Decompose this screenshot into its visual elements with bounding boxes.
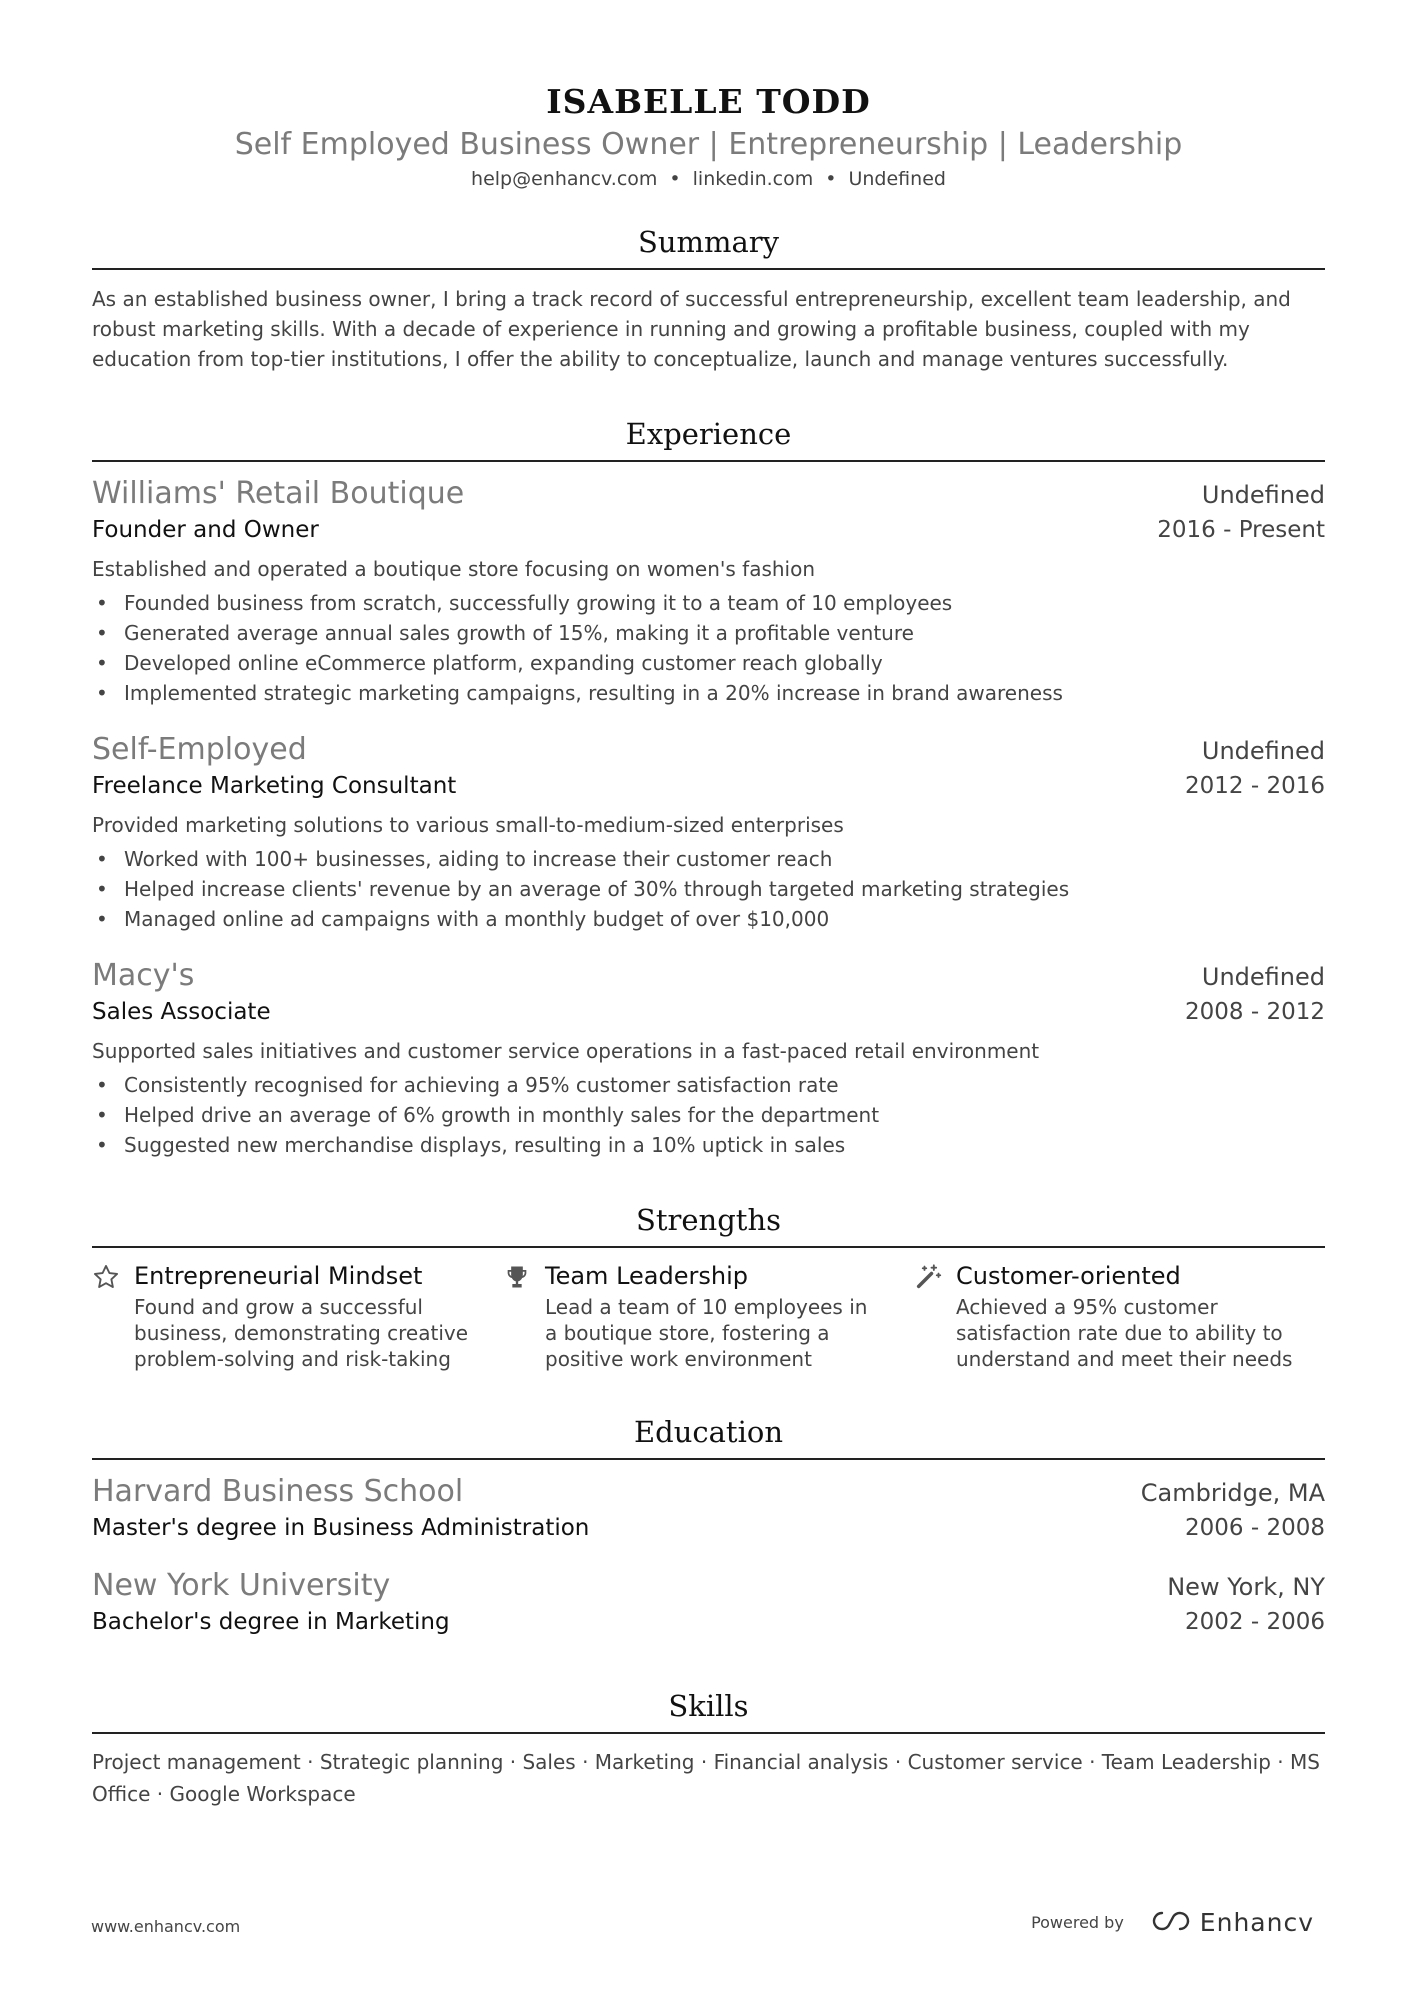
list-item: • Generated average annual sales growth of 15%, making it a profitable venture (92, 618, 1325, 648)
skill-item: Project management (92, 1750, 301, 1774)
skills-list: Project management · Strategic planning · Sales · Marketing · Financial analysis · Customer service · Team Leadership · MS Office · Google Workspace (92, 1750, 1320, 1806)
skill-item: Financial analysis (713, 1750, 889, 1774)
job-title: Sales Associate (92, 999, 271, 1025)
education-section (92, 1412, 1325, 1638)
candidate-headline: Self Employed Business Owner | Entrepreneurship | Leadership (234, 127, 1183, 162)
powered-by-label: Powered by (1031, 1913, 1124, 1932)
experience-entry (92, 730, 1325, 934)
separator-dot: • (669, 168, 681, 190)
list-item: • Developed online eCommerce platform, expanding customer reach globally (92, 648, 1325, 678)
contact-location: Undefined (848, 168, 946, 190)
job-dates: 2016 - Present (1157, 517, 1325, 543)
skills-section (92, 1686, 1325, 1810)
strength-description: Found and grow a successful business, demonstrating creative problem-solving and risk-taking (134, 1295, 469, 1371)
separator-dot: • (825, 168, 837, 190)
job-location: Undefined (1201, 963, 1325, 991)
strength-description: Achieved a 95% customer satisfaction rate due to ability to understand and meet their needs (956, 1295, 1293, 1371)
experience-entry (92, 474, 1325, 708)
contact-line (92, 166, 1325, 192)
school-name: Harvard Business School (92, 1474, 464, 1509)
job-dates: 2012 - 2016 (1185, 773, 1325, 799)
job-description: Established and operated a boutique store focusing on women's fashion (92, 557, 816, 581)
skill-item: Strategic planning (319, 1750, 504, 1774)
list-item: • Implemented strategic marketing campaigns, resulting in a 20% increase in brand awareness (92, 678, 1325, 708)
job-bullets (92, 588, 1325, 708)
education-entry (92, 1472, 1325, 1544)
contact-linkedin[interactable]: linkedin.com (692, 168, 814, 190)
job-bullets (92, 844, 1325, 934)
skill-item: Sales (522, 1750, 576, 1774)
brand-name[interactable]: Enhancv (1199, 1908, 1314, 1937)
contact-email[interactable]: help@enhancv.com (471, 168, 658, 190)
job-description: Provided marketing solutions to various small-to-medium-sized enterprises (92, 813, 844, 837)
job-bullets (92, 1070, 1325, 1160)
job-location: Undefined (1201, 481, 1325, 509)
experience-heading: Experience (92, 414, 1325, 462)
skill-item: Marketing (594, 1750, 695, 1774)
education-dates: 2006 - 2008 (1185, 1515, 1325, 1541)
experience-section (92, 414, 1325, 1160)
skills-heading: Skills (92, 1686, 1325, 1734)
magic-wand-icon (914, 1260, 956, 1372)
skill-item: Customer service (907, 1750, 1083, 1774)
job-location: Undefined (1201, 737, 1325, 765)
job-title: Freelance Marketing Consultant (92, 773, 457, 799)
candidate-name: ISABELLE TODD (546, 82, 871, 121)
footer-branding (1031, 1908, 1314, 1937)
enhancv-logo-icon (1150, 1909, 1192, 1937)
strength-item (503, 1260, 914, 1372)
list-item: • Helped drive an average of 6% growth in monthly sales for the department (92, 1100, 1325, 1130)
strength-item (914, 1260, 1325, 1372)
strength-description: Lead a team of 10 employees in a boutique store, fostering a positive work environment (545, 1295, 868, 1371)
summary-text: As an established business owner, I bring a track record of successful entrepreneurship, excellent team leadership, and robust marketing skills. With a decade of experience in running and growing a profitable business, coupled with my education from top-tier institutions, I offer the ability to conceptualize, launch and manage ventures successfully. (92, 287, 1291, 371)
company-name: Williams' Retail Boutique (92, 476, 465, 511)
list-item: • Managed online ad campaigns with a monthly budget of over $10,000 (92, 904, 1325, 934)
job-title: Founder and Owner (92, 517, 319, 543)
summary-heading: Summary (92, 222, 1325, 270)
list-item: • Suggested new merchandise displays, resulting in a 10% uptick in sales (92, 1130, 1325, 1160)
strengths-heading: Strengths (92, 1200, 1325, 1248)
education-entry (92, 1566, 1325, 1638)
list-item: • Consistently recognised for achieving a 95% customer satisfaction rate (92, 1070, 1325, 1100)
degree-name: Master's degree in Business Administration (92, 1515, 590, 1541)
strength-title: Entrepreneurial Mindset (134, 1262, 423, 1290)
experience-entry (92, 956, 1325, 1160)
school-location: New York, NY (1167, 1573, 1325, 1601)
company-name: Self-Employed (92, 732, 307, 767)
skill-item: MS Office (92, 1750, 1320, 1806)
strength-title: Customer-oriented (956, 1262, 1181, 1290)
strength-item (92, 1260, 503, 1372)
company-name: Macy's (92, 958, 195, 993)
list-item: • Worked with 100+ businesses, aiding to increase their customer reach (92, 844, 1325, 874)
list-item: • Helped increase clients' revenue by an average of 30% through targeted marketing strategies (92, 874, 1325, 904)
strength-title: Team Leadership (545, 1262, 748, 1290)
summary-section (92, 222, 1325, 374)
footer-website[interactable]: www.enhancv.com (91, 1917, 241, 1936)
skill-item: Team Leadership (1101, 1750, 1271, 1774)
skill-item: Google Workspace (169, 1782, 356, 1806)
strengths-section (92, 1200, 1325, 1372)
trophy-icon (503, 1260, 545, 1372)
job-dates: 2008 - 2012 (1185, 999, 1325, 1025)
school-location: Cambridge, MA (1140, 1479, 1325, 1507)
education-heading: Education (92, 1412, 1325, 1460)
list-item: • Founded business from scratch, successfully growing it to a team of 10 employees (92, 588, 1325, 618)
resume-page (92, 0, 1325, 1810)
school-name: New York University (92, 1568, 391, 1603)
degree-name: Bachelor's degree in Marketing (92, 1609, 450, 1635)
education-dates: 2002 - 2006 (1185, 1609, 1325, 1635)
star-icon (92, 1260, 134, 1372)
resume-header (92, 0, 1325, 192)
job-description: Supported sales initiatives and customer service operations in a fast-paced retail environment (92, 1039, 1040, 1063)
